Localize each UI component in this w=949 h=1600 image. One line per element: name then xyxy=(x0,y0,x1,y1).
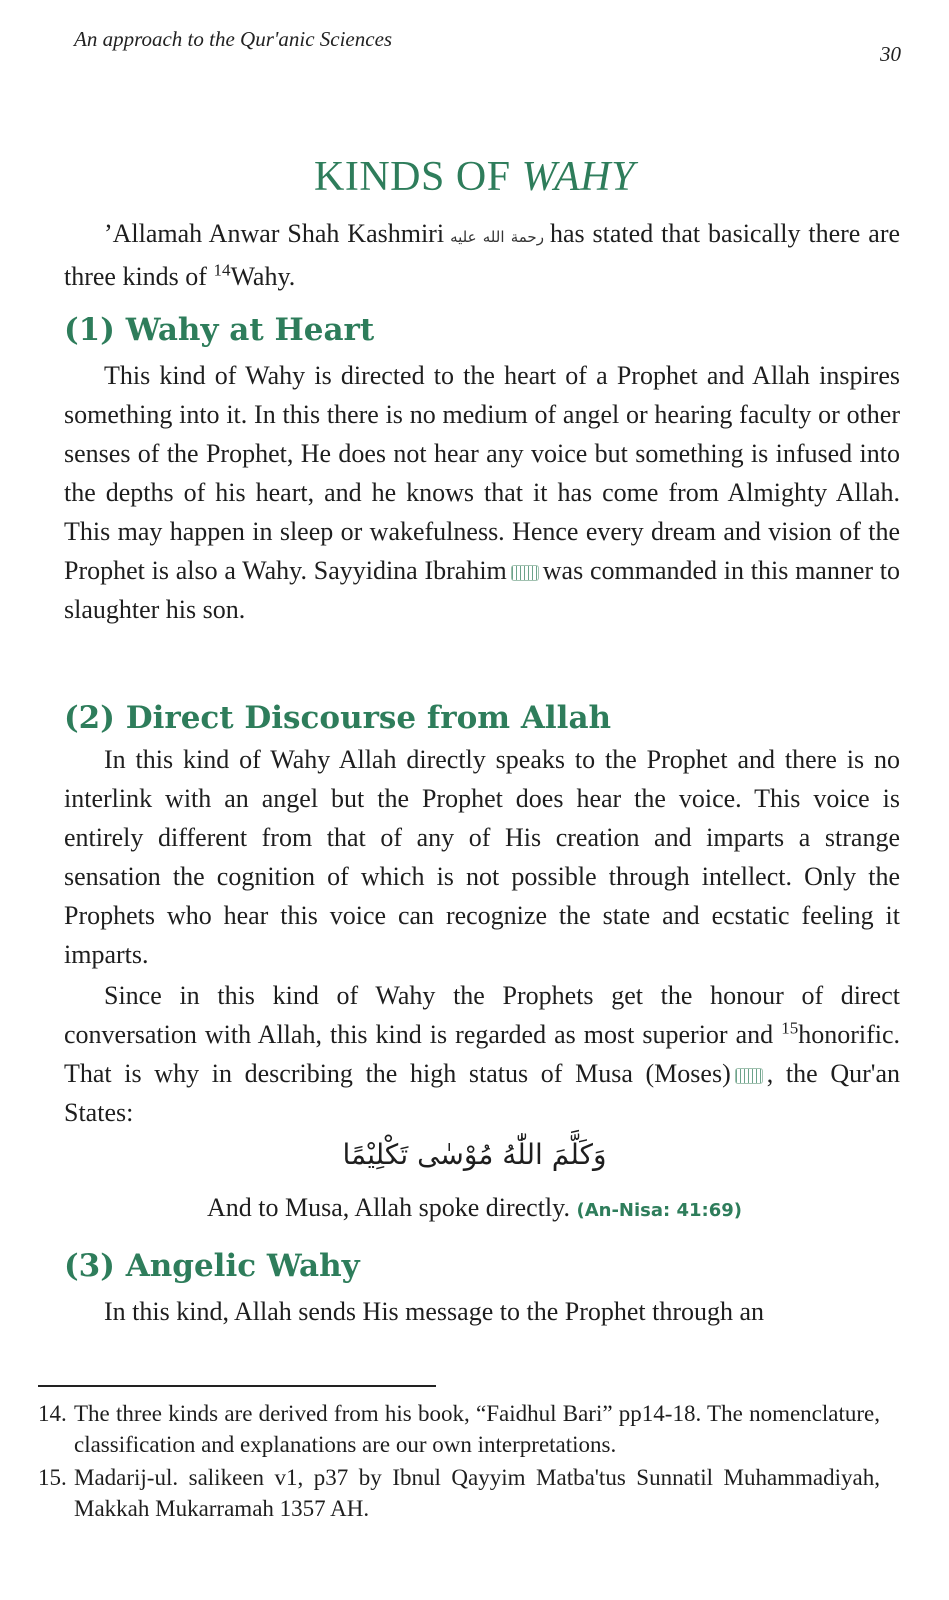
footnote-number: 15. xyxy=(38,1465,67,1490)
chapter-title-part1: KINDS OF xyxy=(314,154,522,200)
footnote-ref-14: 14 xyxy=(213,260,231,280)
section-2-paragraph-2 xyxy=(64,976,900,1132)
quran-verse: وَكَلَّمَ اللّٰهُ مُوْسٰى تَكْلِيْمًا xyxy=(342,1138,607,1171)
section-2-text-mid: honorific. That is why in describing the high status of Musa (Moses) xyxy=(64,1020,900,1088)
footnotes xyxy=(38,1398,880,1526)
section-1-paragraph xyxy=(64,356,900,629)
footnote-text: Madarij-ul. salikeen v1, p37 by Ibnul Qayyim Matba'tus Sunnatil Muhammadiyah, Makkah Mukarramah 1357 AH. xyxy=(74,1465,880,1521)
section-heading-1: (1) Wahy at Heart xyxy=(64,312,375,348)
page-number: 30 xyxy=(880,42,901,66)
verse-translation-text: And to Musa, Allah spoke directly. xyxy=(206,1193,570,1222)
footnote-ref-15: 15 xyxy=(781,1018,799,1038)
section-2-text-after: , the Qur'an States: xyxy=(64,1059,900,1127)
footnote-number: 14. xyxy=(38,1401,67,1426)
intro-text-end: Wahy. xyxy=(230,262,296,291)
section-2-paragraph-1: In this kind of Wahy Allah directly speaks to the Prophet and there is no interlink with an angel but the Prophet does hear the voice. This voice is entirely different from that of any of His creation and imparts a strange sensation the cognition of which is not possible through intellect. Only the Prophets who hear this voice can recognize the state and ecstatic feeling it imparts. xyxy=(64,745,900,969)
section-heading-3: (3) Angelic Wahy xyxy=(64,1248,360,1284)
running-header: An approach to the Qur'anic Sciences xyxy=(74,27,393,51)
footnote-divider xyxy=(38,1385,436,1387)
section-heading-2: (2) Direct Discourse from Allah xyxy=(64,700,612,736)
chapter-title-part2: WAHY xyxy=(521,154,635,200)
verse-reference: (An-Nisa: 41:69) xyxy=(576,1200,742,1221)
section-2-text-before: Since in this kind of Wahy the Prophets get the honour of direct conversation with Allah, this kind is regarded as most superior and xyxy=(64,981,900,1049)
chapter-title xyxy=(0,153,949,201)
footnote-14 xyxy=(38,1398,880,1460)
verse-translation xyxy=(0,1193,949,1223)
arabic-honorific: رحمة الله عليه xyxy=(450,228,544,246)
section-3-paragraph: In this kind, Allah sends His message to the Prophet through an xyxy=(104,1297,765,1326)
footnote-text: The three kinds are derived from his book, “Faidhul Bari” pp14-18. The nomenclature, classification and explanations are our own interpretations. xyxy=(74,1401,880,1457)
footnote-15 xyxy=(38,1462,880,1524)
intro-paragraph xyxy=(64,214,900,296)
honorific-glyph-icon xyxy=(511,565,539,581)
intro-text-after: has stated that basically there are three kinds of xyxy=(64,219,901,291)
section-1-text-after: was commanded in this manner to slaughter his son. xyxy=(64,556,901,624)
section-1-text-before: This kind of Wahy is directed to the heart of a Prophet and Allah inspires something into it. In this there is no medium of angel or hearing faculty or other senses of the Prophet, He does not hear any voice but something is infused into the depths of his heart, and he knows that it has come from Almighty Allah. This may happen in sleep or wakefulness. Hence every dream and vision of the Prophet is also a Wahy. Sayyidina Ibrahim xyxy=(64,361,900,585)
honorific-glyph-icon xyxy=(735,1068,763,1084)
intro-text-before: ’Allamah Anwar Shah Kashmiri xyxy=(104,219,445,248)
